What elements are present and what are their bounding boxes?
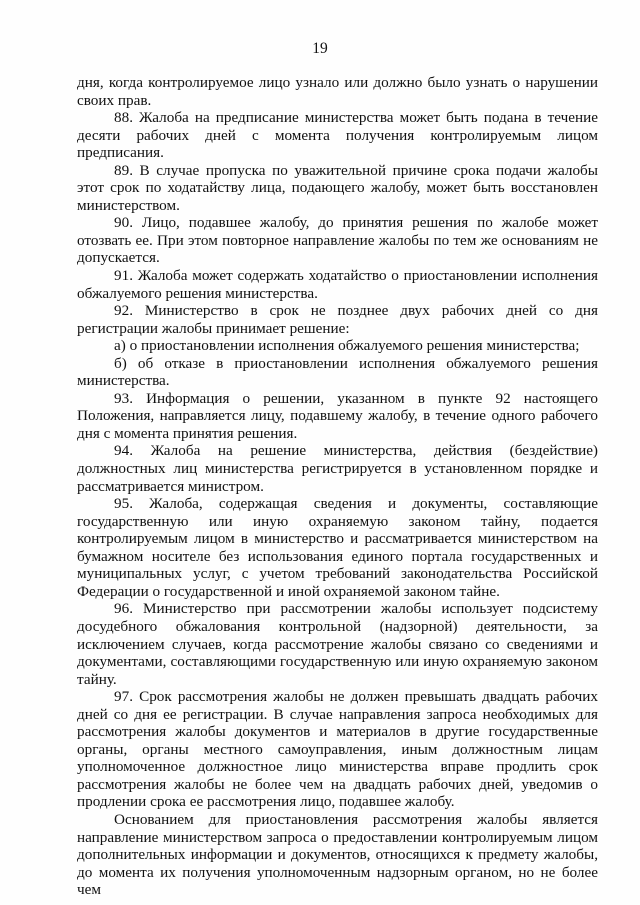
- paragraph-93: 93. Информация о решении, указанном в пункте 92 настоящего Положения, направляется лицу, подавшему жалобу, в течение одного рабочего дня с момента принятия решения.: [77, 389, 598, 442]
- document-body: [77, 74, 598, 899]
- paragraph-continuation: дня, когда контролируемое лицо узнало или должно было узнать о нарушении своих прав.: [77, 74, 598, 109]
- paragraph-91: 91. Жалоба может содержать ходатайство о приостановлении исполнения обжалуемого решения министерства.: [77, 267, 598, 302]
- paragraph-97: 97. Срок рассмотрения жалобы не должен превышать двадцать рабочих дней со дня ее регистрации. В случае направления запроса необходимых для рассмотрения жалобы документов и материалов в другие государственные органы, органы местного самоуправления, иным должностным лицам уполномоченное должностное лицо министерства вправе продлить срок рассмотрения жалобы не более чем на двадцать рабочих дней, уведомив о продлении срока ее рассмотрения лицо, подавшее жалобу.: [77, 688, 598, 811]
- paragraph-94: 94. Жалоба на решение министерства, действия (бездействие) должностных лиц министерства регистрируется в установленном порядке и рассматривается министром.: [77, 442, 598, 495]
- paragraph-97-grounds: Основанием для приостановления рассмотрения жалобы является направление министерством запроса о предоставлении контролируемым лицом дополнительных информации и документов, относящихся к предмету жалобы, до момента их получения уполномоченным надзорным органом, но не более чем: [77, 810, 598, 899]
- paragraph-90: 90. Лицо, подавшее жалобу, до принятия решения по жалобе может отозвать ее. При этом повторное направление жалобы по тем же основаниям не допускается.: [77, 214, 598, 267]
- paragraph-92-a: а) о приостановлении исполнения обжалуемого решения министерства;: [114, 337, 580, 355]
- paragraph-92: 92. Министерство в срок не позднее двух рабочих дней со дня регистрации жалобы принимает решение:: [77, 302, 598, 337]
- page-number: 19: [312, 40, 328, 57]
- paragraph-92-b: б) об отказе в приостановлении исполнения обжалуемого решения министерства.: [77, 354, 598, 390]
- paragraph-88: 88. Жалоба на предписание министерства может быть подана в течение десяти рабочих дней с момента получения контролируемым лицом предписания.: [77, 109, 598, 162]
- paragraph-96: 96. Министерство при рассмотрении жалобы использует подсистему досудебного обжалования контрольной (надзорной) деятельности, за исключением случаев, когда рассмотрение жалобы связано со сведениями и документами, составляющими государственную или иную охраняемую законом тайну.: [77, 600, 598, 688]
- paragraph-89: 89. В случае пропуска по уважительной причине срока подачи жалобы этот срок по ходатайству лица, подающего жалобу, может быть восстановлен министерством.: [77, 161, 598, 214]
- paragraph-95: 95. Жалоба, содержащая сведения и документы, составляющие государственную или иную охраняемую законом тайну, подается контролируемым лицом в министерство и рассматривается министерством на бумажном носителе без использования единого портала государственных и муниципальных услуг, с учетом требований законодательства Российской Федерации о государственной и иной охраняемой законом тайне.: [77, 495, 598, 600]
